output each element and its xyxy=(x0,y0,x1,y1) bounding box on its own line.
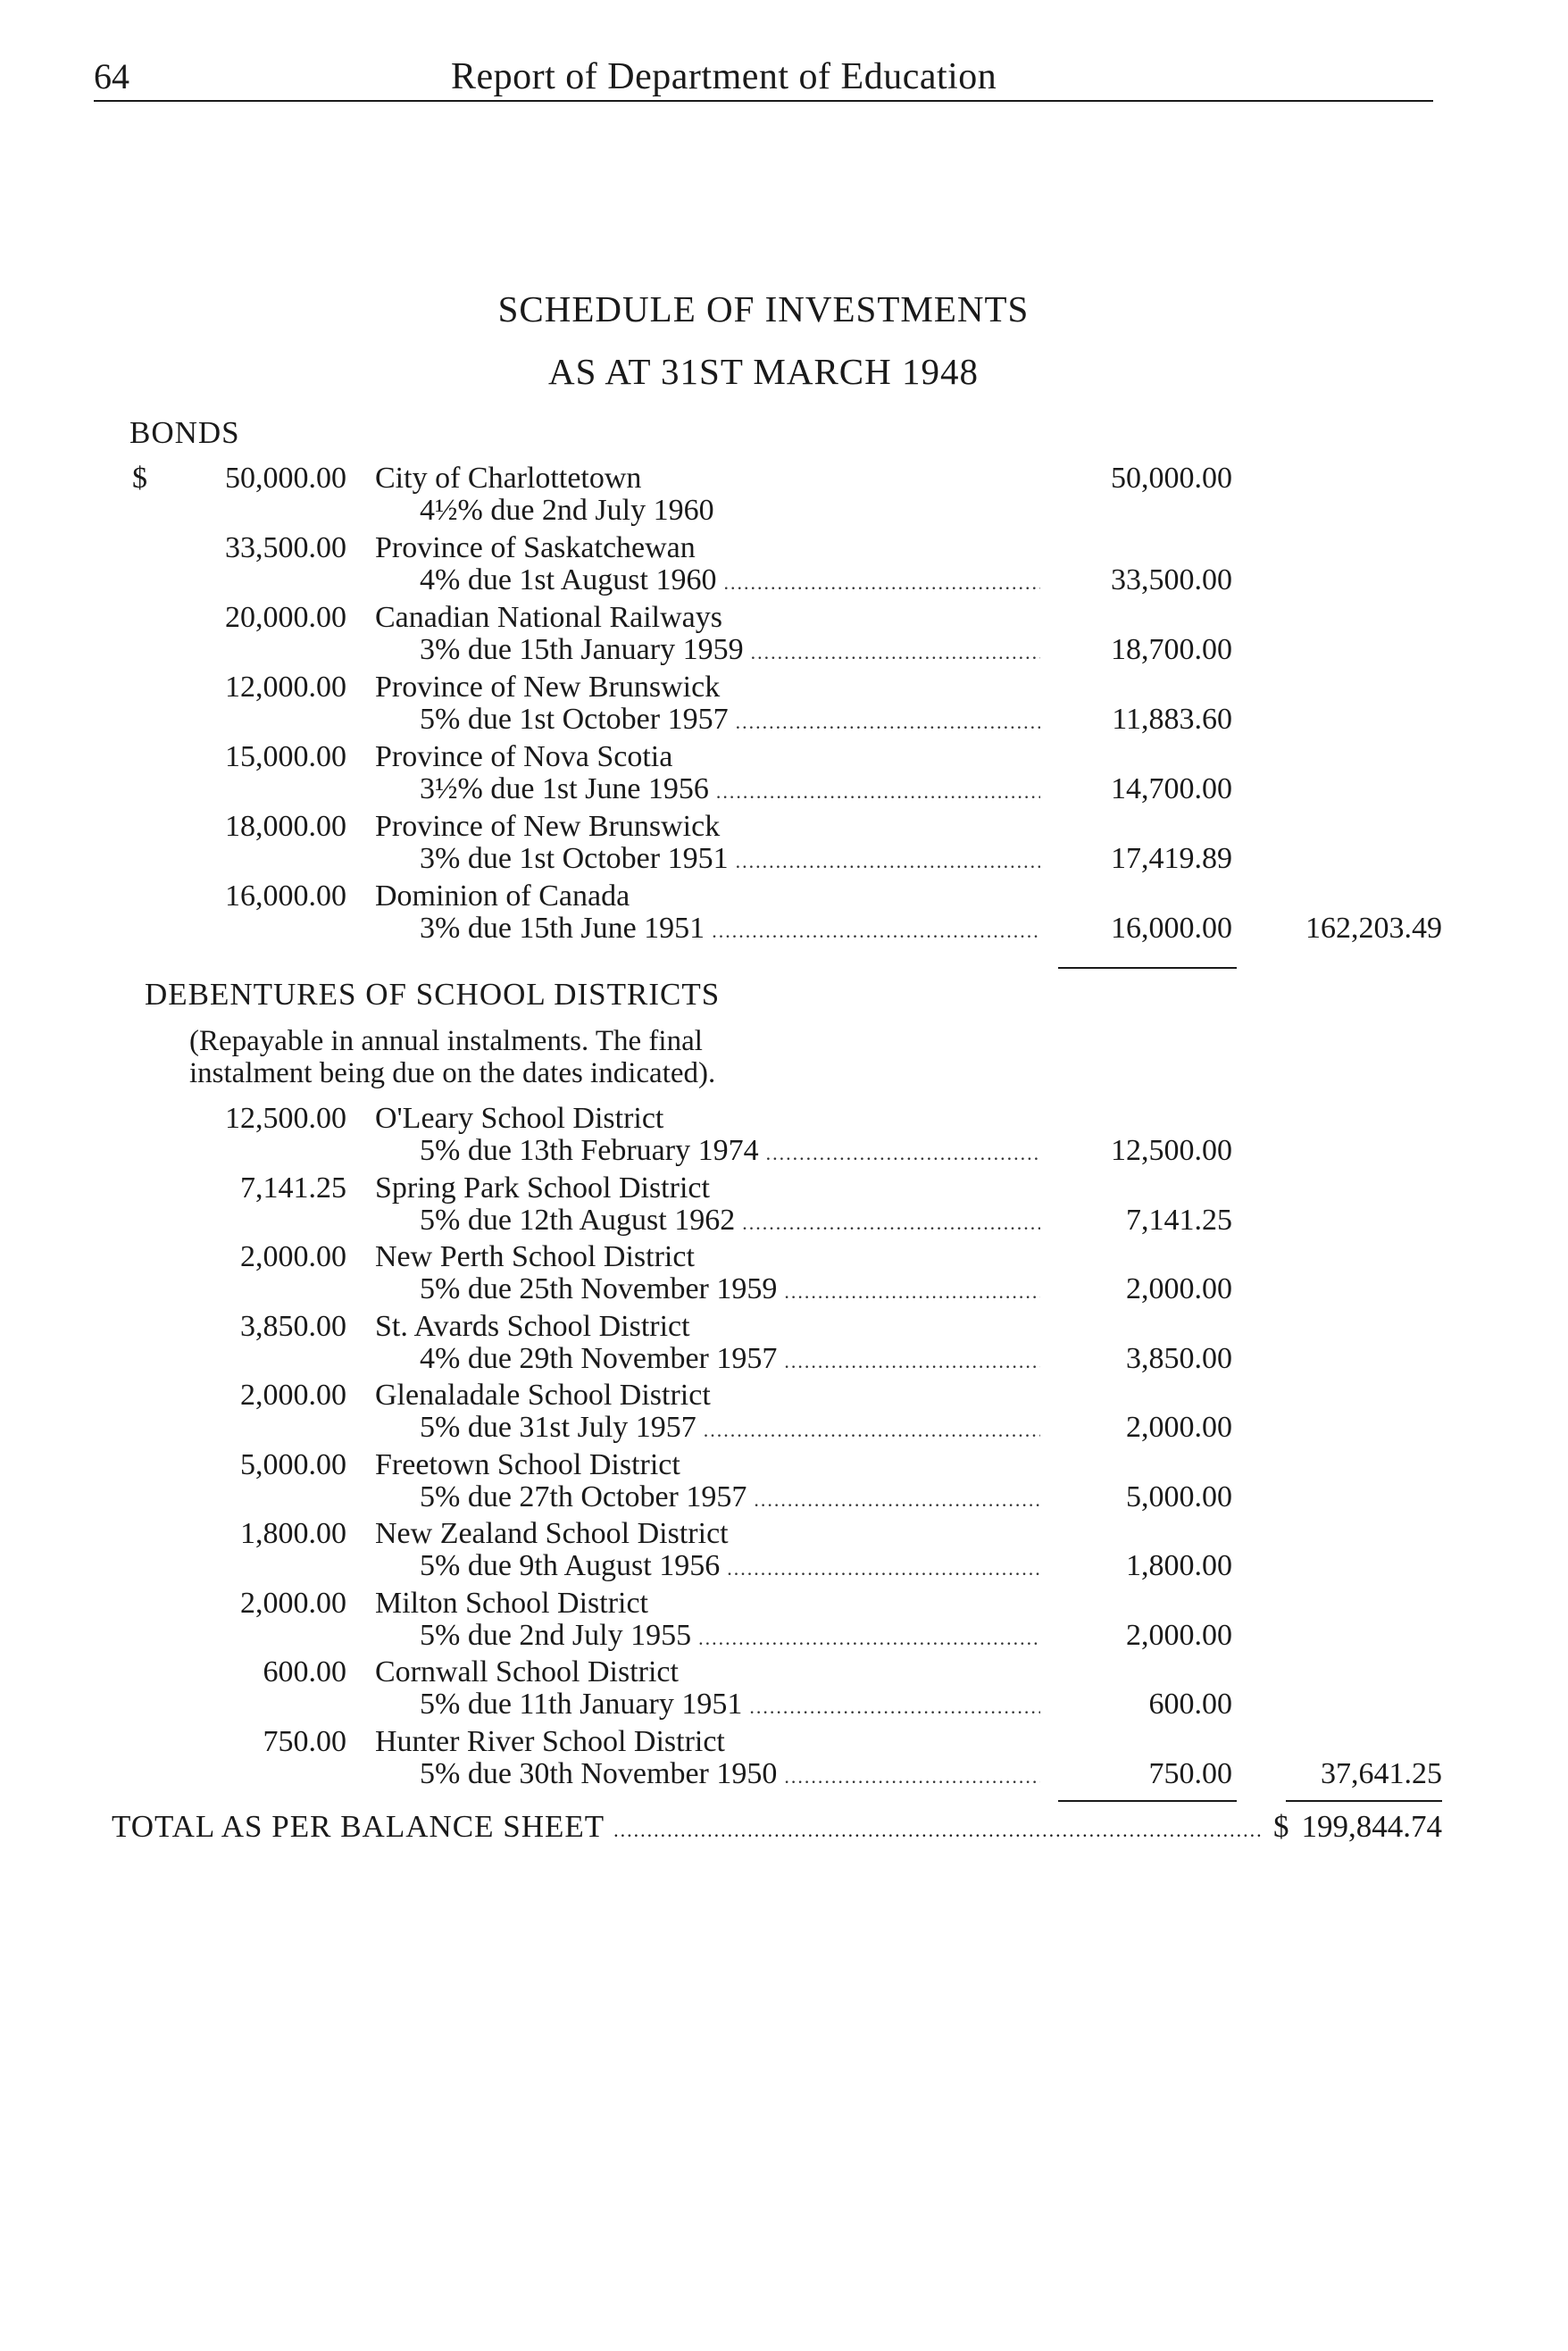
grand-total-label: TOTAL AS PER BALANCE SHEET xyxy=(112,1809,605,1844)
leader-dots xyxy=(727,1557,1040,1580)
book-value: 2,000.00 xyxy=(1126,1411,1232,1444)
leader-dots xyxy=(742,1212,1040,1235)
terms: 3½% due 1st June 1956 xyxy=(420,772,709,805)
district-name: Glenaladale School District xyxy=(375,1379,711,1412)
leader-dots xyxy=(716,780,1040,804)
district-name: Milton School District xyxy=(375,1586,648,1620)
book-value: 16,000.00 xyxy=(1111,912,1232,945)
issuer-name: City of Charlottetown xyxy=(375,462,642,495)
terms: 4% due 1st August 1960 xyxy=(420,563,717,596)
face-value: 2,000.00 xyxy=(240,1586,346,1620)
list-item xyxy=(0,1240,1568,1310)
issuer-name: Canadian National Railways xyxy=(375,601,723,634)
debentures-list xyxy=(0,1102,1568,1794)
face-value: 20,000.00 xyxy=(225,601,346,634)
list-item xyxy=(0,1517,1568,1587)
debentures-note xyxy=(189,1025,993,1089)
issuer-name: Province of New Brunswick xyxy=(375,671,721,704)
list-item xyxy=(0,1448,1568,1518)
leader-dots xyxy=(736,850,1040,873)
detail-line xyxy=(420,1688,1040,1722)
detail-line xyxy=(420,1757,1040,1791)
bonds-subtotal-rule xyxy=(1058,967,1237,969)
book-value: 12,500.00 xyxy=(1111,1134,1232,1167)
book-value: 33,500.00 xyxy=(1111,563,1232,596)
leader-dots xyxy=(751,641,1040,664)
schedule-title: SCHEDULE OF INVESTMENTS xyxy=(497,288,1030,329)
district-name: Cornwall School District xyxy=(375,1655,679,1688)
terms: 4½% due 2nd July 1960 xyxy=(420,494,714,527)
face-value: 33,500.00 xyxy=(225,531,346,564)
face-value: 750.00 xyxy=(263,1724,346,1758)
terms: 3% due 1st October 1951 xyxy=(420,842,729,875)
district-name: St. Avards School District xyxy=(375,1309,690,1343)
list-item xyxy=(0,740,1568,810)
leader-dots xyxy=(704,1419,1040,1442)
list-item xyxy=(0,810,1568,880)
list-item xyxy=(0,531,1568,601)
book-value: 17,419.89 xyxy=(1111,842,1232,875)
detail-line xyxy=(420,494,1040,528)
page-header xyxy=(94,55,1433,109)
list-item xyxy=(0,1655,1568,1725)
terms: 5% due 11th January 1951 xyxy=(420,1688,743,1721)
terms: 5% due 9th August 1956 xyxy=(420,1549,721,1582)
book-value: 750.00 xyxy=(1148,1756,1232,1790)
face-value: 7,141.25 xyxy=(240,1171,346,1205)
grand-total-rule xyxy=(1286,1800,1442,1802)
note-line: (Repayable in annual instalments. The final xyxy=(189,1025,703,1057)
detail-line xyxy=(420,1272,1040,1306)
bonds-group-total: 162,203.49 xyxy=(1305,912,1442,945)
face-value: 600.00 xyxy=(263,1655,346,1688)
list-item xyxy=(0,462,1568,531)
book-value: 11,883.60 xyxy=(1112,703,1232,736)
grand-total-amount: 199,844.74 xyxy=(1301,1809,1442,1844)
grand-total-currency: $ xyxy=(1273,1809,1289,1844)
leader-dots xyxy=(784,1765,1040,1788)
book-value: 7,141.25 xyxy=(1126,1203,1232,1237)
book-value: 5,000.00 xyxy=(1126,1480,1232,1513)
district-name: O'Leary School District xyxy=(375,1102,664,1135)
detail-line xyxy=(420,563,1040,597)
detail-line xyxy=(420,1480,1040,1514)
leader-dots xyxy=(698,1627,1040,1650)
terms: 5% due 27th October 1957 xyxy=(420,1480,747,1513)
leader-dots xyxy=(736,711,1040,734)
detail-line xyxy=(420,1549,1040,1583)
face-value: 5,000.00 xyxy=(240,1447,346,1481)
note-line: instalment being due on the dates indicated). xyxy=(189,1057,716,1089)
terms: 5% due 2nd July 1955 xyxy=(420,1618,692,1652)
district-name: Hunter River School District xyxy=(375,1724,725,1758)
detail-line xyxy=(420,772,1040,806)
terms: 5% due 1st October 1957 xyxy=(420,703,729,736)
book-value: 600.00 xyxy=(1148,1688,1232,1721)
leader-dots xyxy=(766,1142,1040,1165)
bonds-heading: BONDS xyxy=(129,415,240,450)
detail-line xyxy=(420,633,1040,667)
face-value: 12,500.00 xyxy=(225,1102,346,1135)
face-value: 15,000.00 xyxy=(225,740,346,773)
face-value: 50,000.00 xyxy=(225,462,346,495)
leader-dots xyxy=(723,571,1040,595)
terms: 5% due 31st July 1957 xyxy=(420,1411,696,1444)
detail-line xyxy=(420,1134,1040,1168)
header-rule xyxy=(94,100,1433,102)
list-item xyxy=(0,880,1568,949)
book-value: 18,700.00 xyxy=(1111,633,1232,666)
list-item xyxy=(0,1171,1568,1241)
face-value: 12,000.00 xyxy=(225,671,346,704)
terms: 3% due 15th January 1959 xyxy=(420,633,744,666)
leader-dots xyxy=(754,1488,1040,1512)
district-name: Spring Park School District xyxy=(375,1171,710,1205)
book-value: 50,000.00 xyxy=(1111,462,1232,495)
detail-line xyxy=(420,912,1040,946)
issuer-name: Province of New Brunswick xyxy=(375,810,721,843)
running-title: Report of Department of Education xyxy=(451,56,997,97)
face-value: 18,000.00 xyxy=(225,810,346,843)
face-value: 16,000.00 xyxy=(225,880,346,913)
list-item xyxy=(0,1725,1568,1795)
face-value: 3,850.00 xyxy=(240,1309,346,1343)
terms: 5% due 12th August 1962 xyxy=(420,1203,736,1237)
list-item xyxy=(0,1310,1568,1380)
leader-dots xyxy=(613,1819,1264,1842)
leader-dots xyxy=(712,920,1040,943)
district-name: Freetown School District xyxy=(375,1447,680,1481)
bonds-list xyxy=(0,462,1568,949)
book-value: 2,000.00 xyxy=(1126,1618,1232,1652)
schedule-date: AS AT 31ST MARCH 1948 xyxy=(548,351,979,392)
face-value: 1,800.00 xyxy=(240,1517,346,1550)
terms: 5% due 25th November 1959 xyxy=(420,1272,778,1305)
book-value: 14,700.00 xyxy=(1111,772,1232,805)
leader-dots xyxy=(784,1350,1040,1373)
detail-line xyxy=(420,703,1040,737)
list-item xyxy=(0,1102,1568,1171)
list-item xyxy=(0,1587,1568,1656)
terms: 4% due 29th November 1957 xyxy=(420,1341,778,1375)
list-item xyxy=(0,601,1568,671)
detail-line xyxy=(420,1411,1040,1445)
detail-line xyxy=(420,1342,1040,1376)
book-value: 3,850.00 xyxy=(1126,1341,1232,1375)
list-item xyxy=(0,1379,1568,1448)
book-value: 1,800.00 xyxy=(1126,1549,1232,1582)
detail-line xyxy=(420,842,1040,876)
debentures-group-total: 37,641.25 xyxy=(1321,1756,1442,1790)
issuer-name: Dominion of Canada xyxy=(375,880,630,913)
issuer-name: Province of Nova Scotia xyxy=(375,740,673,773)
debentures-subtotal-rule xyxy=(1058,1800,1237,1802)
leader-dots xyxy=(749,1696,1040,1719)
leader-dots xyxy=(784,1280,1040,1304)
face-value: 2,000.00 xyxy=(240,1379,346,1412)
list-item xyxy=(0,671,1568,740)
grand-total-row xyxy=(112,1809,1442,1848)
terms: 3% due 15th June 1951 xyxy=(420,912,705,945)
book-value: 2,000.00 xyxy=(1126,1272,1232,1305)
face-value: 2,000.00 xyxy=(240,1240,346,1273)
terms: 5% due 30th November 1950 xyxy=(420,1756,778,1790)
terms: 5% due 13th February 1974 xyxy=(420,1134,759,1167)
issuer-name: Province of Saskatchewan xyxy=(375,531,696,564)
detail-line xyxy=(420,1204,1040,1238)
district-name: New Zealand School District xyxy=(375,1517,729,1550)
debentures-heading: DEBENTURES OF SCHOOL DISTRICTS xyxy=(145,977,721,1012)
detail-line xyxy=(420,1619,1040,1653)
district-name: New Perth School District xyxy=(375,1240,695,1273)
page-number: 64 xyxy=(94,56,129,96)
bonds-currency-symbol: $ xyxy=(132,462,147,495)
